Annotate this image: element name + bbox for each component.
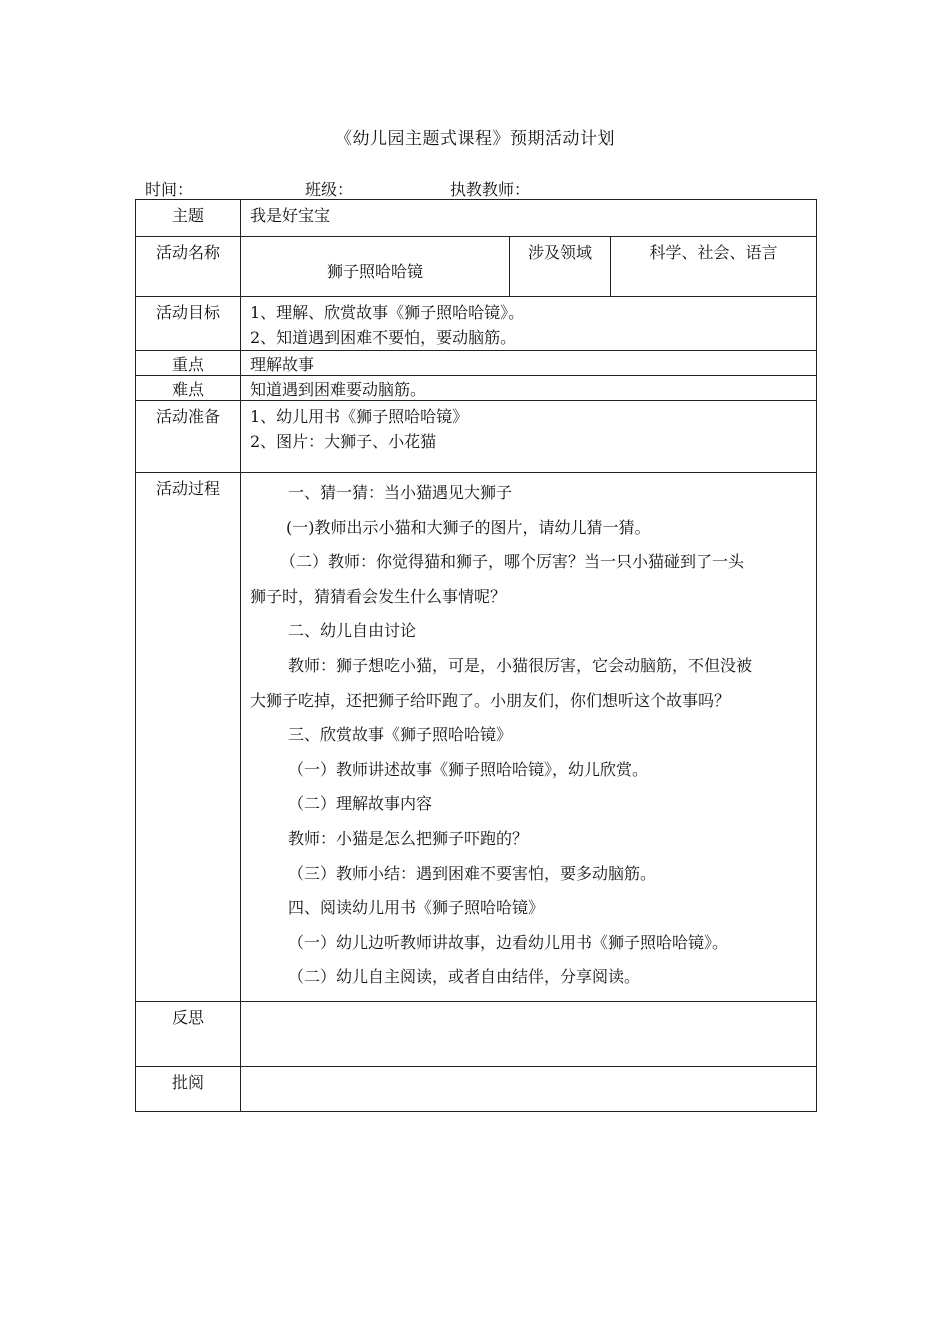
row-review bbox=[136, 1066, 817, 1111]
class-label: 班级： bbox=[305, 180, 354, 199]
process-step: 四、阅读幼儿用书《狮子照哈哈镜》 bbox=[288, 898, 545, 918]
process-step: （一）教师讲述故事《狮子照哈哈镜》，幼儿欣赏。 bbox=[288, 759, 649, 779]
process-step: （一）幼儿边听教师讲故事，边看幼儿用书《狮子照哈哈镜》。 bbox=[288, 932, 729, 952]
key-label: 重点 bbox=[136, 351, 241, 376]
row-theme bbox=[136, 200, 817, 237]
process-step: 三、欣赏故事《狮子照哈哈镜》 bbox=[288, 725, 513, 745]
key-value: 理解故事 bbox=[241, 351, 817, 376]
row-difficulty bbox=[136, 376, 817, 401]
prep-label: 活动准备 bbox=[136, 401, 241, 473]
theme-value: 我是好宝宝 bbox=[241, 200, 817, 237]
process-step: （三）教师小结：遇到困难不要害怕，要多动脑筋。 bbox=[288, 863, 657, 883]
prep-item: 1、幼儿用书《狮子照哈哈镜》 bbox=[250, 407, 469, 426]
row-preparation bbox=[136, 401, 817, 473]
process-step: 一、猜一猜：当小猫遇见大狮子 bbox=[288, 483, 513, 502]
domain-value: 科学、社会、语言 bbox=[611, 237, 817, 297]
row-key-point bbox=[136, 351, 817, 376]
review-value bbox=[241, 1066, 817, 1111]
teacher-label: 执教教师： bbox=[450, 180, 531, 199]
process-step: （二）教师：你觉得猫和狮子，哪个厉害？当一只小猫碰到了一头 bbox=[280, 552, 745, 572]
reflection-value bbox=[241, 1001, 817, 1066]
goals-label: 活动目标 bbox=[136, 297, 241, 351]
activity-plan-table bbox=[135, 199, 817, 1112]
row-goals bbox=[136, 297, 817, 351]
process-label: 活动过程 bbox=[136, 473, 241, 1002]
goals-list bbox=[241, 297, 817, 351]
process-step: 教师：狮子想吃小猫，可是，小猫很厉害，它会动脑筋，不但没被 bbox=[288, 655, 753, 675]
reflection-label: 反思 bbox=[136, 1001, 241, 1066]
time-label: 时间： bbox=[145, 180, 194, 199]
process-step: 教师：小猫是怎么把狮子吓跑的？ bbox=[288, 828, 529, 848]
difficulty-label: 难点 bbox=[136, 376, 241, 401]
domain-label: 涉及领域 bbox=[510, 237, 611, 297]
activity-name-label: 活动名称 bbox=[136, 237, 241, 297]
theme-label: 主题 bbox=[136, 200, 241, 237]
process-step: 狮子时，猜猜看会发生什么事情呢？ bbox=[250, 586, 507, 606]
row-activity-name bbox=[136, 237, 817, 297]
row-process bbox=[136, 473, 817, 1002]
process-step: （二）理解故事内容 bbox=[288, 794, 433, 814]
goal-item: 2、知道遇到困难不要怕，要动脑筋。 bbox=[250, 328, 517, 347]
process-step: 二、幼儿自由讨论 bbox=[288, 621, 417, 641]
activity-name-value: 狮子照哈哈镜 bbox=[241, 237, 510, 297]
process-step: （二）幼儿自主阅读，或者自由结伴，分享阅读。 bbox=[288, 967, 641, 987]
prep-list bbox=[241, 401, 817, 473]
meta-row bbox=[145, 177, 825, 199]
prep-item: 2、图片：大狮子、小花猫 bbox=[250, 432, 437, 451]
process-content bbox=[241, 473, 817, 1002]
document-title: 《幼儿园主题式课程》预期活动计划 bbox=[335, 129, 615, 149]
process-step: (一)教师出示小猫和大狮子的图片，请幼儿猜一猜。 bbox=[286, 517, 651, 537]
difficulty-value: 知道遇到困难要动脑筋。 bbox=[241, 376, 817, 401]
row-reflection bbox=[136, 1001, 817, 1066]
process-step: 大狮子吃掉，还把狮子给吓跑了。小朋友们，你们想听这个故事吗？ bbox=[250, 690, 731, 710]
review-label: 批阅 bbox=[136, 1066, 241, 1111]
goal-item: 1、理解、欣赏故事《狮子照哈哈镜》。 bbox=[250, 303, 525, 322]
